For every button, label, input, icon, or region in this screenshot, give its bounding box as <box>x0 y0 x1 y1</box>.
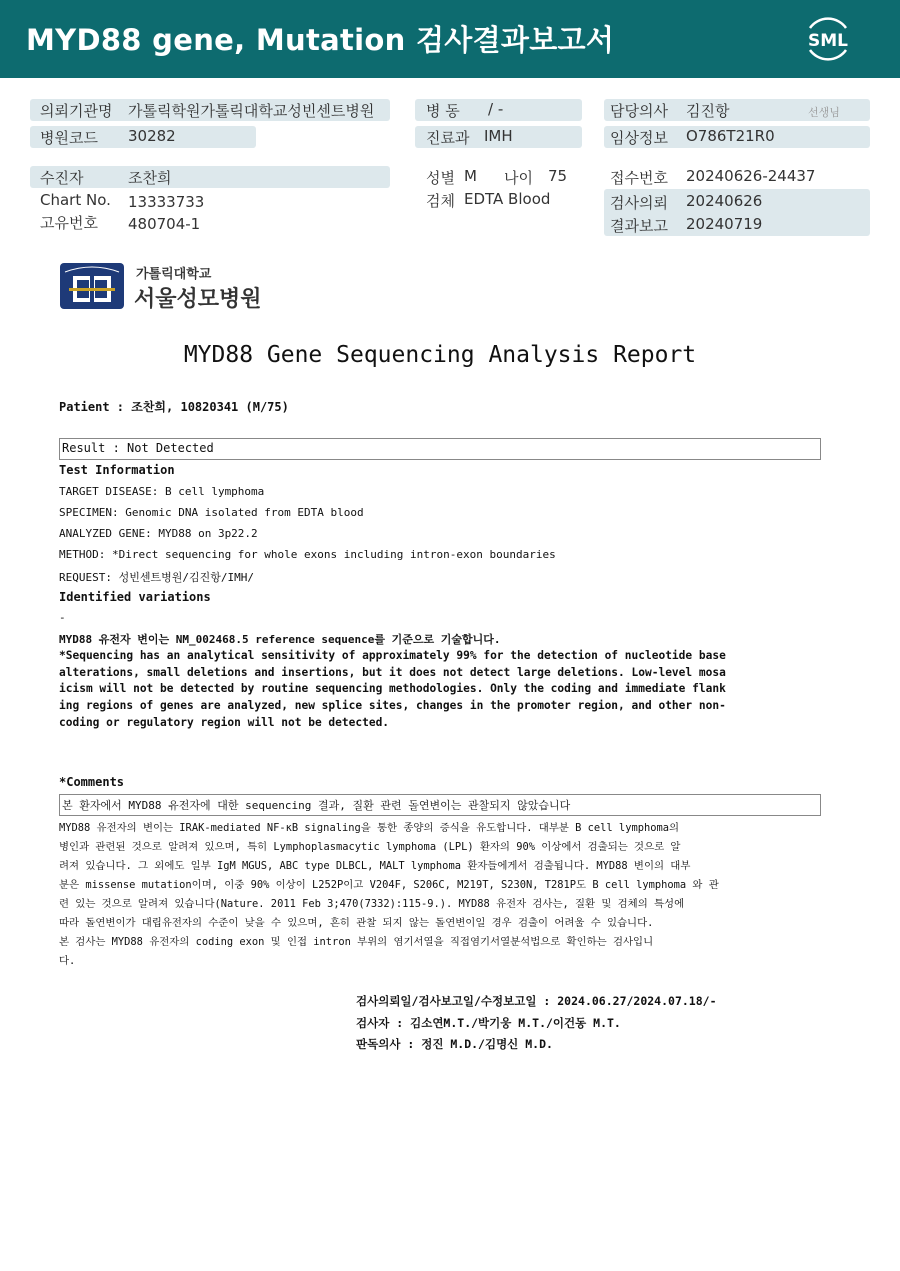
comment-paragraph <box>59 819 829 971</box>
reference-note: MYD88 유전자 변이는 NM_002468.5 reference sequence를 기준으로 기술합니다. <box>59 633 501 646</box>
target-disease: TARGET DISEASE: B cell lymphoma <box>59 485 265 498</box>
comment-line: MYD88 유전자의 변이는 IRAK-mediated NF-κB signaling을 통한 종양의 증식을 유도합니다. 대부분 B cell lymphoma의 <box>59 822 680 834</box>
sensitivity-paragraph <box>59 648 829 732</box>
sensitivity-line: coding or regulatory region will not be detected. <box>59 715 390 729</box>
analyzed-gene: ANALYZED GENE: MYD88 on 3p22.2 <box>59 527 258 540</box>
comment-summary: 본 환자에서 MYD88 유전자에 대한 sequencing 결과, 질환 관련 돌연변이는 관찰되지 않았습니다 <box>62 799 571 812</box>
sex-label: 성별 <box>426 169 455 187</box>
age-value: 75 <box>548 167 568 185</box>
pathologist-line: 판독의사 : 정진 M.D./김명신 M.D. <box>356 1037 553 1051</box>
patient-label: 수진자 <box>40 169 84 187</box>
variations-value: - <box>59 611 66 624</box>
sensitivity-line: alterations, small deletions and insertions, but it does not detect large deletions. Low-level mosa <box>59 665 726 679</box>
comments-heading: *Comments <box>59 775 125 789</box>
chart-label: Chart No. <box>40 191 111 209</box>
comment-line: 따라 돌연변이가 대립유전자의 수준이 낮을 수 있으며, 흔히 관찰 되지 않는 돌연변이일 경우 검출이 어려울 수 있습니다. <box>59 917 654 929</box>
result-text: Result : Not Detected <box>62 441 214 455</box>
specimen-label: 검체 <box>426 192 455 210</box>
comment-line: 병인과 관련된 것으로 알려져 있으며, 특히 Lymphoplasmacytic lymphoma (LPL) 환자의 90% 이상에서 검출되는 것으로 알 <box>59 841 681 853</box>
doctor-value: 김진항 <box>686 102 730 120</box>
request-value: 20240626 <box>686 192 763 210</box>
hospital-code-value: 30282 <box>128 127 176 145</box>
report-title: MYD88 Gene Sequencing Analysis Report <box>183 342 697 368</box>
comment-line: 본 검사는 MYD88 유전자의 coding exon 및 인접 intron 부위의 염기서열을 직접염기서열분석법으로 확인하는 검사입니 <box>59 936 654 948</box>
variations-heading: Identified variations <box>59 590 211 604</box>
sml-logo-icon <box>802 14 854 64</box>
sex-value: M <box>464 167 477 185</box>
hospital-emblem-icon <box>59 262 125 310</box>
report-label: 결과보고 <box>610 217 668 235</box>
report-header <box>0 0 900 78</box>
report-value: 20240719 <box>686 215 763 233</box>
referring-org-label: 의뢰기관명 <box>40 102 113 120</box>
sensitivity-line: ing regions of genes are analyzed, new splice sites, changes in the promoter region, and other non- <box>59 699 726 713</box>
bar-patient <box>30 166 390 188</box>
clinical-label: 임상정보 <box>610 129 668 147</box>
comment-line: 려져 있습니다. 그 외에도 일부 IgM MGUS, ABC type DLBCL, MALT lymphoma 환자들에게서 검출됩니다. MYD88 변이의 대부 <box>59 860 691 872</box>
age-label: 나이 <box>504 169 533 187</box>
comment-line: 련 있는 것으로 알려져 있습니다(Nature. 2011 Feb 3;470(7332):115-9.). MYD88 유전자 검사는, 질환 및 검체의 특성에 <box>59 898 685 910</box>
request-line: REQUEST: 성빈센트병원/김진항/IMH/ <box>59 571 254 584</box>
request-label: 검사의뢰 <box>610 194 668 212</box>
specimen-line: SPECIMEN: Genomic DNA isolated from EDTA blood <box>59 506 364 519</box>
hospital-name-large: 서울성모병원 <box>134 287 262 312</box>
comment-line: 다. <box>59 955 76 967</box>
patient-value: 조찬희 <box>128 169 172 187</box>
sensitivity-line: icism will not be detected by routine sequencing methodologies. Only the coding and immediate flank <box>59 682 726 696</box>
doctor-label: 담당의사 <box>610 102 668 120</box>
dates-line: 검사의뢰일/검사보고일/수정보고일 : 2024.06.27/2024.07.18/- <box>356 994 717 1008</box>
receipt-value: 20240626-24437 <box>686 167 816 185</box>
receipt-label: 접수번호 <box>610 169 668 187</box>
patient-line: Patient : 조찬희, 10820341 (M/75) <box>59 400 289 414</box>
hospital-code-label: 병원코드 <box>40 129 98 147</box>
doctor-suffix: 선생님 <box>808 106 840 119</box>
sml-logo-text: SML <box>808 31 848 51</box>
department-label: 진료과 <box>426 129 470 147</box>
unique-value: 480704-1 <box>128 215 201 233</box>
unique-label: 고유번호 <box>40 214 98 232</box>
chart-value: 13333733 <box>128 193 205 211</box>
clinical-value: O786T21R0 <box>686 127 775 145</box>
ward-value: / - <box>488 100 504 118</box>
department-value: IMH <box>484 127 513 145</box>
hospital-name-small: 가톨릭대학교 <box>136 267 212 282</box>
comment-line: 분은 missense mutation이며, 이중 90% 이상이 L252P이고 V204F, S206C, M219T, S230N, T281P도 B cell lymphoma 와 관 <box>59 879 719 891</box>
comment-box <box>59 794 821 816</box>
sensitivity-line: *Sequencing has an analytical sensitivity of approximately 99% for the detection of nucleotide base <box>59 649 726 662</box>
ward-label: 병 동 <box>426 102 460 120</box>
method-line: METHOD: *Direct sequencing for whole exons including intron-exon boundaries <box>59 548 556 561</box>
result-box <box>59 438 821 460</box>
specimen-value: EDTA Blood <box>464 190 551 208</box>
testers-line: 검사자 : 김소연M.T./박기웅 M.T./이건동 M.T. <box>356 1016 621 1030</box>
header-title: MYD88 gene, Mutation 검사결과보고서 <box>26 23 615 57</box>
test-info-heading: Test Information <box>59 463 175 477</box>
referring-org-value: 가톨릭학원가톨릭대학교성빈센트병원 <box>128 102 375 120</box>
